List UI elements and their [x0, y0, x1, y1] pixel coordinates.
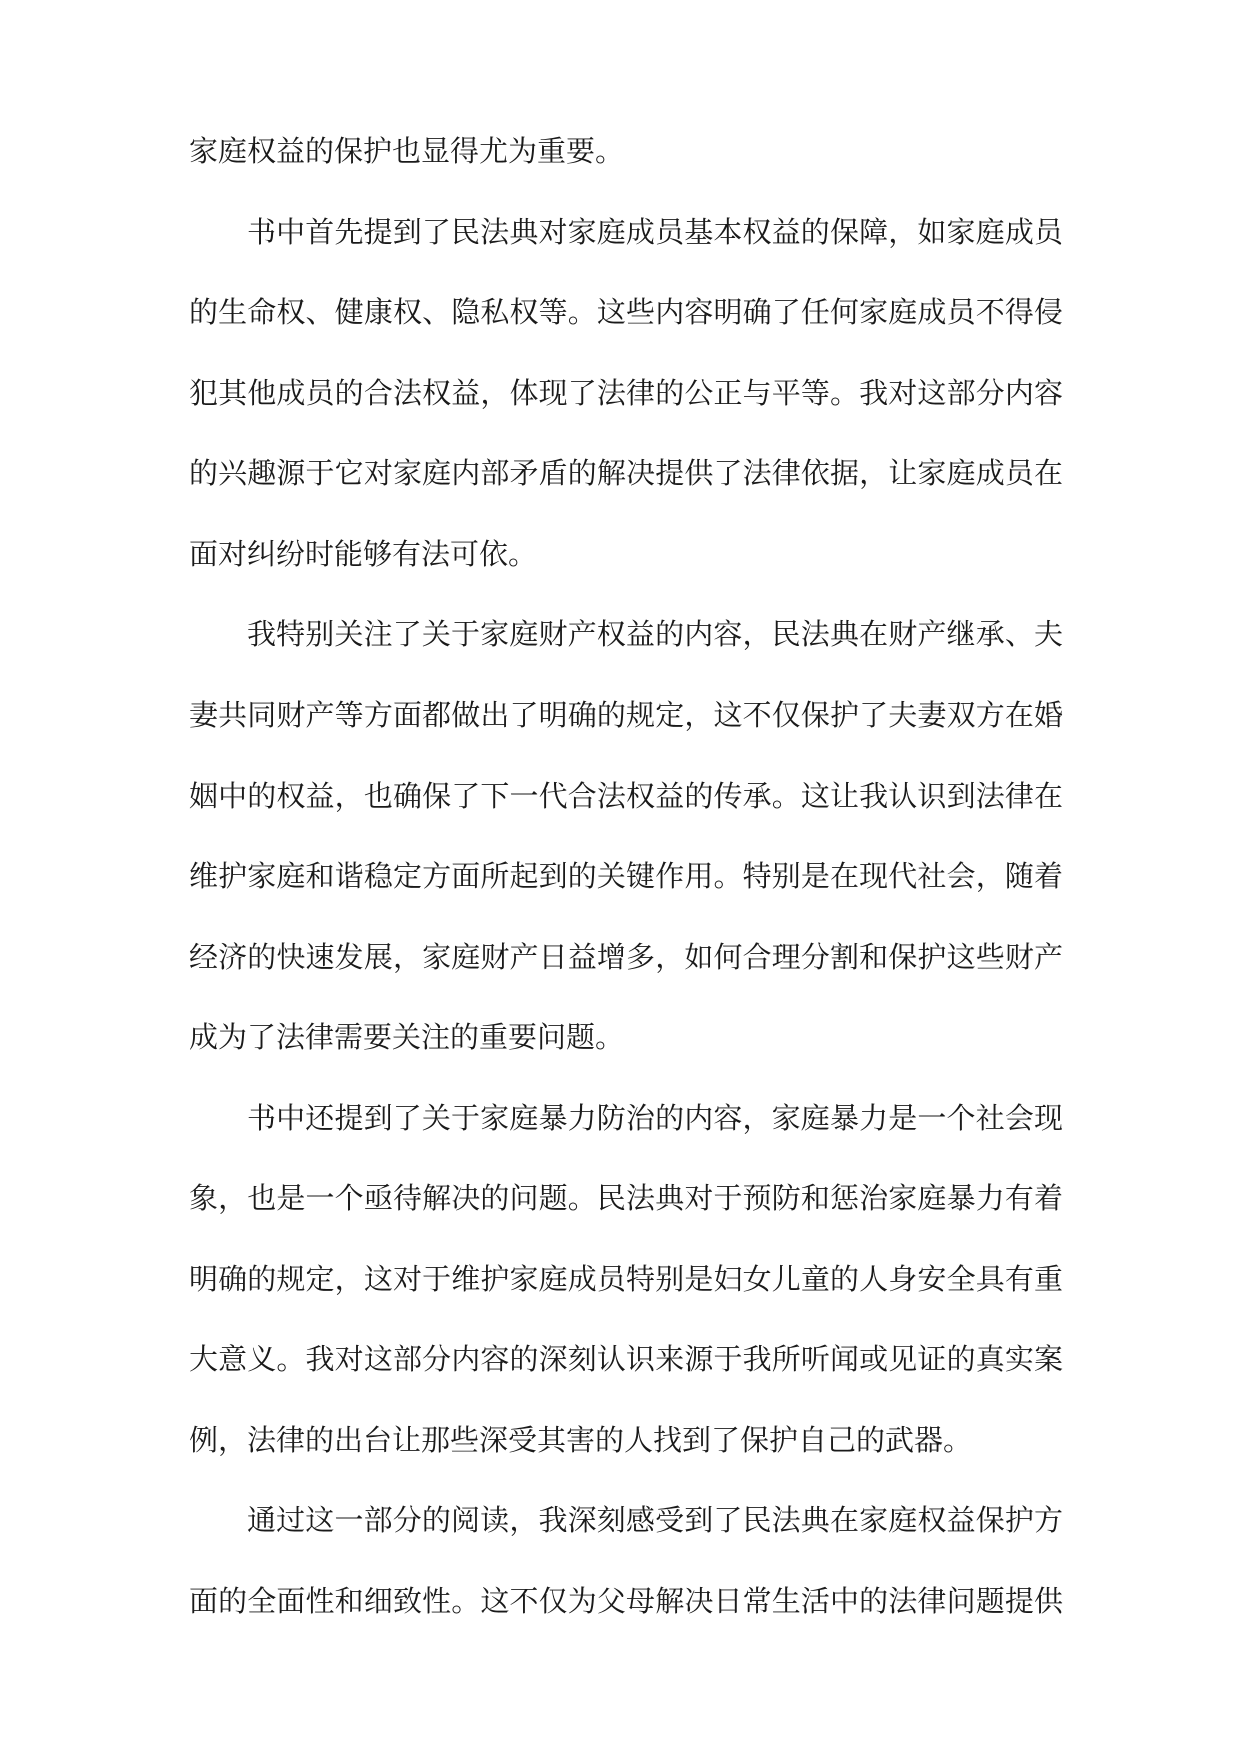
paragraph-first-line: 我特别关注了关于家庭财产权益的内容，民法典在财产继承、夫 — [247, 617, 1063, 651]
text-line: 姻中的权益，也确保了下一代合法权益的传承。这让我认识到法律在 — [189, 779, 1063, 813]
text-line: 明确的规定，这对于维护家庭成员特别是妇女儿童的人身安全具有重 — [189, 1262, 1063, 1296]
text-line: 象，也是一个亟待解决的问题。民法典对于预防和惩治家庭暴力有着 — [189, 1181, 1063, 1215]
text-line: 经济的快速发展，家庭财产日益增多，如何合理分割和保护这些财产 — [189, 940, 1063, 974]
text-line: 例，法律的出台让那些深受其害的人找到了保护自己的武器。 — [189, 1423, 973, 1457]
text-line: 面的全面性和细致性。这不仅为父母解决日常生活中的法律问题提供 — [189, 1584, 1063, 1618]
paragraph-first-line: 书中首先提到了民法典对家庭成员基本权益的保障，如家庭成员 — [247, 215, 1063, 249]
text-line: 面对纠纷时能够有法可依。 — [189, 537, 538, 571]
paragraph-first-line: 通过这一部分的阅读，我深刻感受到了民法典在家庭权益保护方 — [247, 1503, 1063, 1537]
text-line: 的兴趣源于它对家庭内部矛盾的解决提供了法律依据，让家庭成员在 — [189, 456, 1063, 490]
text-line: 家庭权益的保护也显得尤为重要。 — [189, 134, 625, 168]
text-line: 成为了法律需要关注的重要问题。 — [189, 1020, 625, 1054]
text-line: 妻共同财产等方面都做出了明确的规定，这不仅保护了夫妻双方在婚 — [189, 698, 1063, 732]
text-line: 犯其他成员的合法权益，体现了法律的公正与平等。我对这部分内容 — [189, 376, 1063, 410]
text-line: 的生命权、健康权、隐私权等。这些内容明确了任何家庭成员不得侵 — [189, 295, 1063, 329]
text-line: 维护家庭和谐稳定方面所起到的关键作用。特别是在现代社会，随着 — [189, 859, 1063, 893]
text-line: 大意义。我对这部分内容的深刻认识来源于我所听闻或见证的真实案 — [189, 1342, 1063, 1376]
paragraph-first-line: 书中还提到了关于家庭暴力防治的内容，家庭暴力是一个社会现 — [247, 1101, 1063, 1135]
